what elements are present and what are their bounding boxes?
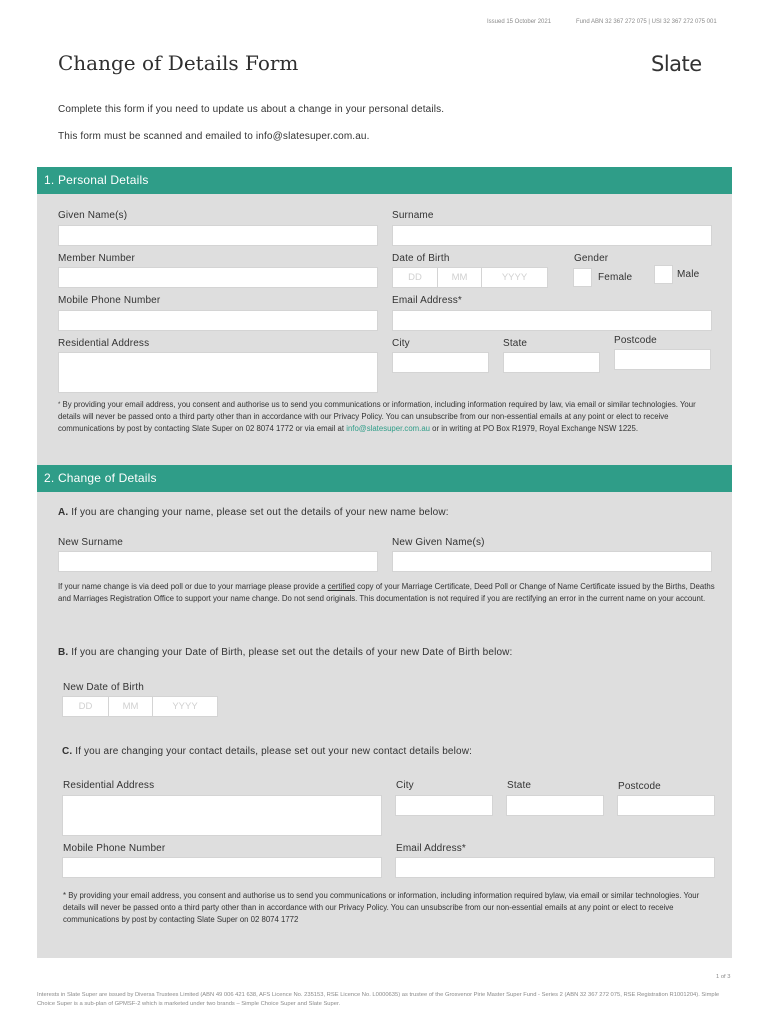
- residential-address-field[interactable]: [58, 352, 378, 393]
- new-city-label: City: [396, 780, 414, 791]
- new-dob-field[interactable]: [62, 696, 218, 717]
- consent-note-2: * By providing your email address, you consent and authorise us to send you communications or information, including information required bylaw, via email or similar technologies. Your details will never be passed onto a third party other than in accordance with our Privacy Policy. You can unsubscribe from our non-essential emails at any point or elect to receive communications by post by contacting Slate Super on 02 8074 1772: [63, 891, 700, 924]
- new-dob-year[interactable]: YYYY: [152, 697, 217, 716]
- new-given-names-field[interactable]: [392, 551, 712, 572]
- section-2-heading: 2. Change of Details: [37, 465, 732, 492]
- question-c: [62, 746, 472, 757]
- section-1-heading: 1. Personal Details: [37, 167, 732, 194]
- mobile-field[interactable]: [58, 310, 378, 331]
- female-label: Female: [598, 272, 633, 283]
- footer-disclaimer: Interests in Slate Super are issued by Diversa Trustees Limited (ABN 49 006 421 638, AFS Licence No. 235153, RSE Licence No. L0000635) as trustee of the Grosvenor Pirie Master Super Fund - Series 2 (ABN 32 367 272 075, RSE Registration R1001204). Simple Choice Super is a sub-plan of GPMSF-2 which is marketed under two brands – Simple Choice Super and Slate Super.: [37, 992, 720, 1007]
- intro-line-1: Complete this form if you need to update us about a change in your personal details.: [58, 104, 445, 115]
- new-dob-day[interactable]: DD: [78, 701, 93, 712]
- question-b: [58, 647, 512, 658]
- member-number-label: Member Number: [58, 253, 135, 264]
- question-c-text: If you are changing your contact details, please set out your new contact details below:: [75, 746, 473, 757]
- new-email-label: Email Address*: [396, 843, 466, 854]
- question-b-letter: B.: [58, 647, 69, 658]
- city-label: City: [392, 338, 410, 349]
- postcode-label: Postcode: [614, 335, 657, 346]
- male-checkbox[interactable]: [654, 265, 673, 284]
- male-label: Male: [677, 269, 700, 280]
- page-title: Change of Details Form: [58, 51, 299, 75]
- new-email-field[interactable]: [395, 857, 715, 878]
- postcode-field[interactable]: [614, 349, 711, 370]
- dob-month[interactable]: MM: [437, 268, 481, 287]
- question-a-letter: A.: [58, 507, 69, 518]
- email-label: Email Address*: [392, 295, 462, 306]
- new-dob-month[interactable]: MM: [108, 697, 152, 716]
- intro-line-2: This form must be scanned and emailed to info@slatesuper.com.au.: [58, 131, 370, 142]
- given-names-field[interactable]: [58, 225, 378, 246]
- new-postcode-field[interactable]: [617, 795, 715, 816]
- dob-year[interactable]: YYYY: [481, 268, 547, 287]
- surname-label: Surname: [392, 210, 434, 221]
- dob-field[interactable]: [392, 267, 548, 288]
- new-state-label: State: [507, 780, 532, 791]
- new-postcode-label: Postcode: [618, 781, 661, 792]
- certified-word: certified: [327, 582, 355, 591]
- given-names-label: Given Name(s): [58, 210, 128, 221]
- mobile-label: Mobile Phone Number: [58, 295, 161, 306]
- city-field[interactable]: [392, 352, 489, 373]
- dob-label: Date of Birth: [392, 253, 450, 264]
- page-number: 1 of 3: [716, 974, 731, 980]
- new-surname-field[interactable]: [58, 551, 378, 572]
- new-state-field[interactable]: [506, 795, 604, 816]
- new-given-names-label: New Given Name(s): [392, 537, 485, 548]
- question-a-text: If you are changing your name, please set out the details of your new name below:: [71, 507, 449, 518]
- new-residential-address-field[interactable]: [62, 795, 382, 836]
- fund-abn: Fund ABN 32 367 272 075 | USI 32 367 272 075 001: [576, 19, 717, 25]
- member-number-field[interactable]: [58, 267, 378, 288]
- consent-note-1-text: By providing your email address, you consent and authorise us to send you communications or information, including information required by law, via email or similar technologies. Your details will never be passed onto a third party other than in accordance with our Privacy Policy. You can unsubscribe from our non-essential emails at any point or elect to receive communications by post by contacting Slate Super on 02 8074 1772 or via email at: [58, 400, 696, 433]
- female-checkbox[interactable]: [573, 268, 592, 287]
- surname-field[interactable]: [392, 225, 712, 246]
- slate-logo: Slate: [651, 52, 702, 76]
- email-field[interactable]: [392, 310, 712, 331]
- issued-date: Issued 15 October 2021: [487, 19, 552, 25]
- new-surname-label: New Surname: [58, 537, 124, 548]
- new-mobile-field[interactable]: [62, 857, 382, 878]
- name-change-note: [58, 581, 718, 605]
- question-c-letter: C.: [62, 746, 73, 757]
- state-field[interactable]: [503, 352, 600, 373]
- new-mobile-label: Mobile Phone Number: [63, 843, 166, 854]
- consent-email-link[interactable]: info@slatesuper.com.au: [346, 424, 430, 433]
- question-a: [58, 507, 449, 518]
- new-city-field[interactable]: [395, 795, 493, 816]
- residential-address-label: Residential Address: [58, 338, 150, 349]
- gender-label: Gender: [574, 253, 609, 264]
- state-label: State: [503, 338, 528, 349]
- dob-day[interactable]: DD: [408, 272, 422, 283]
- new-residential-address-label: Residential Address: [63, 780, 155, 791]
- name-change-note-text-2: copy of your Marriage Certificate, Deed Poll or Change of Name Certificate issued by the Births, Deaths and Marriages Registration Office to support your name change. Do not send originals. This documentation is not required if you are rectifying an error in the current name on your account.: [58, 582, 715, 603]
- consent-note-1-suffix: or in writing at PO Box R1979, Royal Exchange NSW 1225.: [432, 424, 639, 433]
- new-dob-label: New Date of Birth: [63, 682, 144, 693]
- consent-note-1: * By providing your email address, you consent and authorise us to send you communications or information, including information required by law, via email or similar technologies. Your details will never be passed onto a third party other than in accordance with our Privacy Policy. You can unsubscribe from our non-essential emails at any point or elect to receive communications by post by contacting Slate Super on 02 8074 1772 or via email at info@slatesuper.com.au or in writing at PO Box R1979, Royal Exchange NSW 1225.: [58, 400, 696, 433]
- name-change-note-text: If your name change is via deed poll or due to your marriage please provide a: [58, 582, 326, 591]
- question-b-text: If you are changing your Date of Birth, please set out the details of your new Date of Birth below:: [71, 647, 513, 658]
